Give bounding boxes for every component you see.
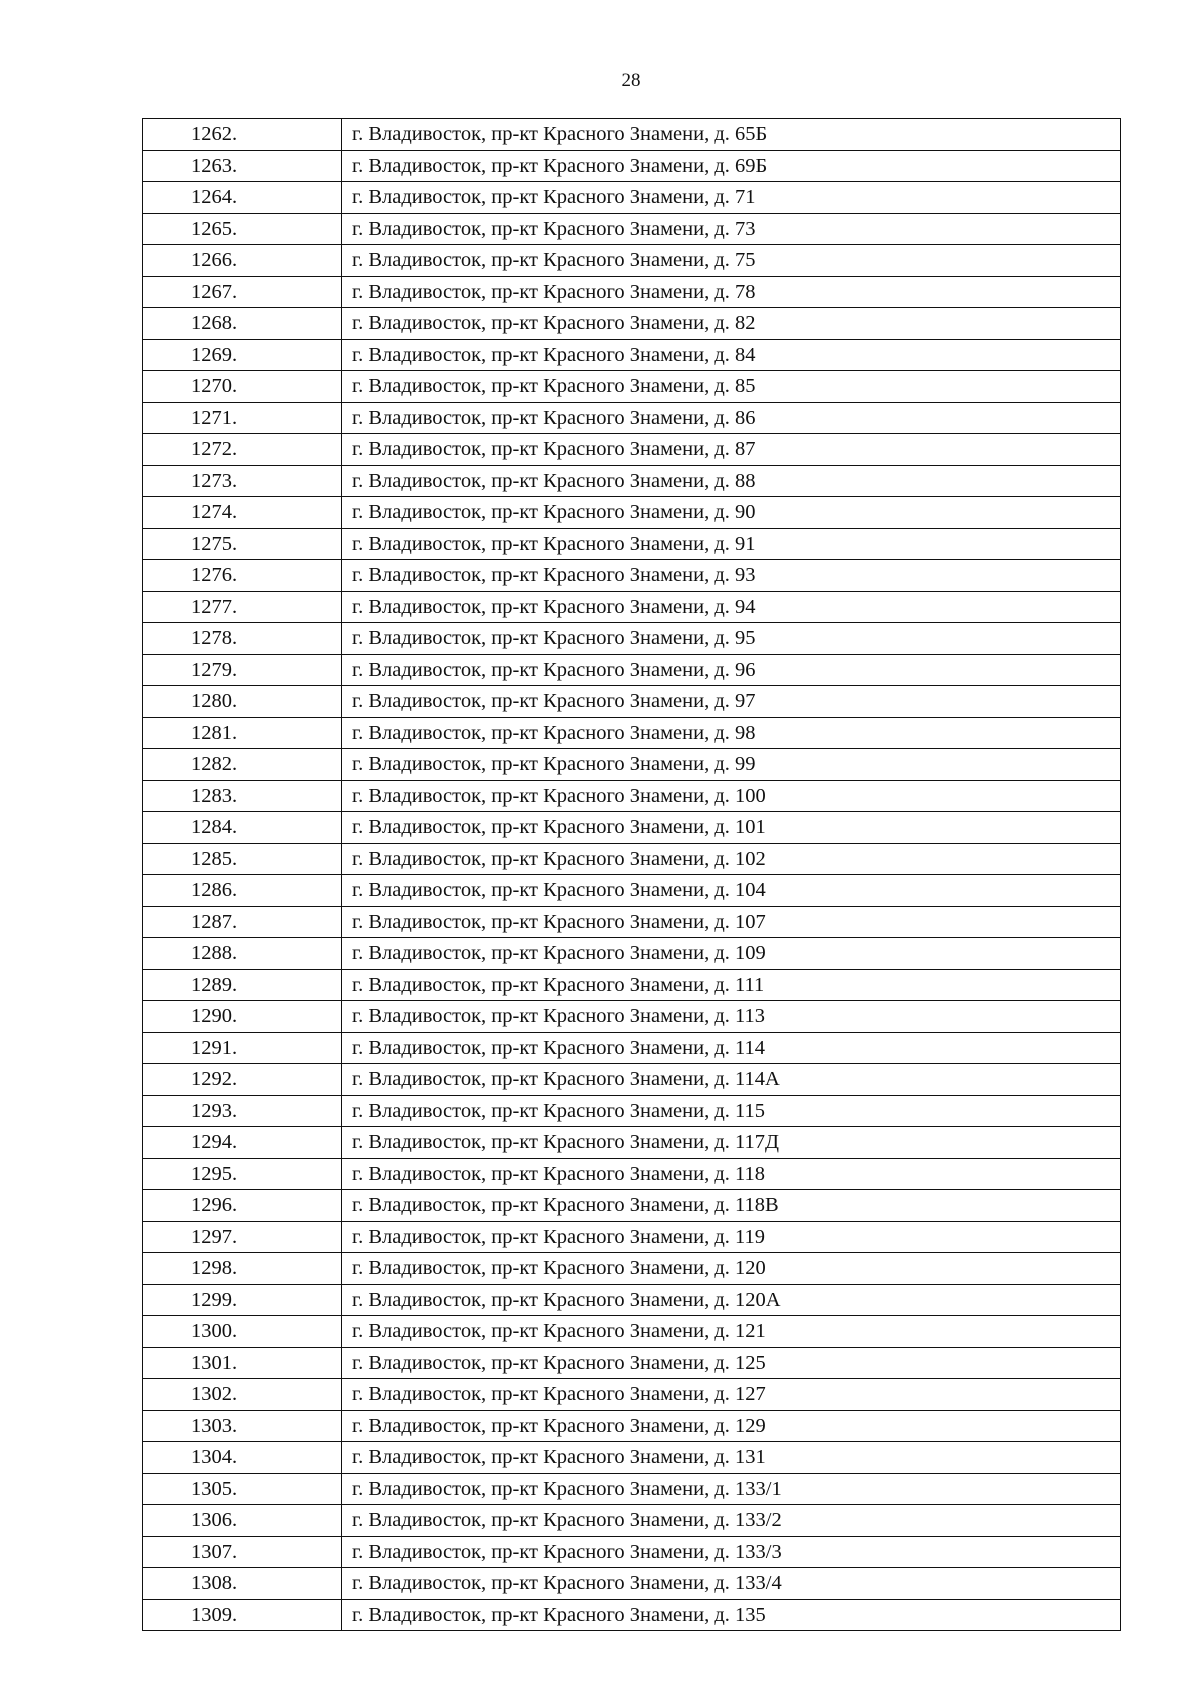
- table-row: [143, 119, 1121, 151]
- table-row: [143, 717, 1121, 749]
- table-row: [143, 812, 1121, 844]
- table-row: [143, 1410, 1121, 1442]
- address-cell: г. Владивосток, пр-кт Красного Знамени, д. 127: [342, 1379, 1121, 1411]
- table-row: [143, 402, 1121, 434]
- row-number-cell: 1295.: [143, 1158, 342, 1190]
- table-row: [143, 182, 1121, 214]
- address-cell: г. Владивосток, пр-кт Красного Знамени, д. 100: [342, 780, 1121, 812]
- table-row: [143, 938, 1121, 970]
- address-cell: г. Владивосток, пр-кт Красного Знамени, д. 90: [342, 497, 1121, 529]
- row-number-cell: 1265.: [143, 213, 342, 245]
- table-row: [143, 1316, 1121, 1348]
- table-row: [143, 780, 1121, 812]
- table-row: [143, 1158, 1121, 1190]
- table-row: [143, 654, 1121, 686]
- address-cell: г. Владивосток, пр-кт Красного Знамени, д. 107: [342, 906, 1121, 938]
- row-number-cell: 1292.: [143, 1064, 342, 1096]
- address-cell: г. Владивосток, пр-кт Красного Знамени, д. 75: [342, 245, 1121, 277]
- row-number-cell: 1279.: [143, 654, 342, 686]
- row-number-cell: 1296.: [143, 1190, 342, 1222]
- row-number-cell: 1298.: [143, 1253, 342, 1285]
- row-number-cell: 1307.: [143, 1536, 342, 1568]
- address-cell: г. Владивосток, пр-кт Красного Знамени, д. 96: [342, 654, 1121, 686]
- table-row: [143, 497, 1121, 529]
- table-row: [143, 1599, 1121, 1631]
- address-cell: г. Владивосток, пр-кт Красного Знамени, д. 82: [342, 308, 1121, 340]
- row-number-cell: 1290.: [143, 1001, 342, 1033]
- address-cell: г. Владивосток, пр-кт Красного Знамени, д. 135: [342, 1599, 1121, 1631]
- row-number-cell: 1280.: [143, 686, 342, 718]
- table-row: [143, 339, 1121, 371]
- row-number-cell: 1287.: [143, 906, 342, 938]
- row-number-cell: 1283.: [143, 780, 342, 812]
- row-number-cell: 1306.: [143, 1505, 342, 1537]
- table-row: [143, 1064, 1121, 1096]
- row-number-cell: 1269.: [143, 339, 342, 371]
- address-cell: г. Владивосток, пр-кт Красного Знамени, д. 104: [342, 875, 1121, 907]
- address-cell: г. Владивосток, пр-кт Красного Знамени, д. 94: [342, 591, 1121, 623]
- table-row: [143, 969, 1121, 1001]
- table-row: [143, 1253, 1121, 1285]
- table-row: [143, 1127, 1121, 1159]
- address-cell: г. Владивосток, пр-кт Красного Знамени, д. 97: [342, 686, 1121, 718]
- address-cell: г. Владивосток, пр-кт Красного Знамени, д. 95: [342, 623, 1121, 655]
- table-row: [143, 371, 1121, 403]
- row-number-cell: 1308.: [143, 1568, 342, 1600]
- address-cell: г. Владивосток, пр-кт Красного Знамени, д. 133/3: [342, 1536, 1121, 1568]
- table-row: [143, 150, 1121, 182]
- address-cell: г. Владивосток, пр-кт Красного Знамени, д. 114А: [342, 1064, 1121, 1096]
- address-cell: г. Владивосток, пр-кт Красного Знамени, д. 115: [342, 1095, 1121, 1127]
- address-cell: г. Владивосток, пр-кт Красного Знамени, д. 109: [342, 938, 1121, 970]
- table-row: [143, 308, 1121, 340]
- address-cell: г. Владивосток, пр-кт Красного Знамени, д. 99: [342, 749, 1121, 781]
- row-number-cell: 1286.: [143, 875, 342, 907]
- table-row: [143, 1001, 1121, 1033]
- row-number-cell: 1291.: [143, 1032, 342, 1064]
- row-number-cell: 1281.: [143, 717, 342, 749]
- row-number-cell: 1284.: [143, 812, 342, 844]
- row-number-cell: 1302.: [143, 1379, 342, 1411]
- table-row: [143, 623, 1121, 655]
- row-number-cell: 1276.: [143, 560, 342, 592]
- address-cell: г. Владивосток, пр-кт Красного Знамени, д. 102: [342, 843, 1121, 875]
- row-number-cell: 1273.: [143, 465, 342, 497]
- table-row: [143, 276, 1121, 308]
- row-number-cell: 1289.: [143, 969, 342, 1001]
- address-table: [142, 118, 1121, 1631]
- table-row: [143, 875, 1121, 907]
- address-cell: г. Владивосток, пр-кт Красного Знамени, д. 120: [342, 1253, 1121, 1285]
- row-number-cell: 1264.: [143, 182, 342, 214]
- address-cell: г. Владивосток, пр-кт Красного Знамени, д. 84: [342, 339, 1121, 371]
- table-row: [143, 749, 1121, 781]
- row-number-cell: 1309.: [143, 1599, 342, 1631]
- table-row: [143, 1568, 1121, 1600]
- table-row: [143, 1221, 1121, 1253]
- table-row: [143, 1284, 1121, 1316]
- table-row: [143, 213, 1121, 245]
- row-number-cell: 1297.: [143, 1221, 342, 1253]
- address-cell: г. Владивосток, пр-кт Красного Знамени, д. 91: [342, 528, 1121, 560]
- table-row: [143, 1095, 1121, 1127]
- row-number-cell: 1272.: [143, 434, 342, 466]
- row-number-cell: 1277.: [143, 591, 342, 623]
- address-cell: г. Владивосток, пр-кт Красного Знамени, д. 86: [342, 402, 1121, 434]
- row-number-cell: 1275.: [143, 528, 342, 560]
- address-cell: г. Владивосток, пр-кт Красного Знамени, д. 73: [342, 213, 1121, 245]
- table-row: [143, 465, 1121, 497]
- table-row: [143, 434, 1121, 466]
- address-cell: г. Владивосток, пр-кт Красного Знамени, д. 133/4: [342, 1568, 1121, 1600]
- table-row: [143, 591, 1121, 623]
- address-cell: г. Владивосток, пр-кт Красного Знамени, д. 69Б: [342, 150, 1121, 182]
- address-cell: г. Владивосток, пр-кт Красного Знамени, д. 129: [342, 1410, 1121, 1442]
- address-cell: г. Владивосток, пр-кт Красного Знамени, д. 118В: [342, 1190, 1121, 1222]
- row-number-cell: 1288.: [143, 938, 342, 970]
- row-number-cell: 1278.: [143, 623, 342, 655]
- row-number-cell: 1271.: [143, 402, 342, 434]
- address-cell: г. Владивосток, пр-кт Красного Знамени, д. 125: [342, 1347, 1121, 1379]
- row-number-cell: 1262.: [143, 119, 342, 151]
- table-row: [143, 1505, 1121, 1537]
- address-cell: г. Владивосток, пр-кт Красного Знамени, д. 98: [342, 717, 1121, 749]
- table-row: [143, 1473, 1121, 1505]
- table-row: [143, 686, 1121, 718]
- address-cell: г. Владивосток, пр-кт Красного Знамени, д. 121: [342, 1316, 1121, 1348]
- page-number: 28: [621, 70, 641, 91]
- row-number-cell: 1263.: [143, 150, 342, 182]
- address-cell: г. Владивосток, пр-кт Красного Знамени, д. 119: [342, 1221, 1121, 1253]
- row-number-cell: 1274.: [143, 497, 342, 529]
- address-cell: г. Владивосток, пр-кт Красного Знамени, д. 93: [342, 560, 1121, 592]
- table-row: [143, 1032, 1121, 1064]
- row-number-cell: 1300.: [143, 1316, 342, 1348]
- address-cell: г. Владивосток, пр-кт Красного Знамени, д. 131: [342, 1442, 1121, 1474]
- address-cell: г. Владивосток, пр-кт Красного Знамени, д. 133/1: [342, 1473, 1121, 1505]
- row-number-cell: 1294.: [143, 1127, 342, 1159]
- address-cell: г. Владивосток, пр-кт Красного Знамени, д. 87: [342, 434, 1121, 466]
- table-row: [143, 1536, 1121, 1568]
- row-number-cell: 1301.: [143, 1347, 342, 1379]
- table-row: [143, 528, 1121, 560]
- table-row: [143, 1442, 1121, 1474]
- address-cell: г. Владивосток, пр-кт Красного Знамени, д. 78: [342, 276, 1121, 308]
- table-row: [143, 560, 1121, 592]
- row-number-cell: 1299.: [143, 1284, 342, 1316]
- address-cell: г. Владивосток, пр-кт Красного Знамени, д. 133/2: [342, 1505, 1121, 1537]
- row-number-cell: 1305.: [143, 1473, 342, 1505]
- row-number-cell: 1293.: [143, 1095, 342, 1127]
- table-row: [143, 906, 1121, 938]
- address-cell: г. Владивосток, пр-кт Красного Знамени, д. 71: [342, 182, 1121, 214]
- address-cell: г. Владивосток, пр-кт Красного Знамени, д. 88: [342, 465, 1121, 497]
- row-number-cell: 1270.: [143, 371, 342, 403]
- row-number-cell: 1282.: [143, 749, 342, 781]
- address-cell: г. Владивосток, пр-кт Красного Знамени, д. 120А: [342, 1284, 1121, 1316]
- table-row: [143, 245, 1121, 277]
- address-cell: г. Владивосток, пр-кт Красного Знамени, д. 85: [342, 371, 1121, 403]
- row-number-cell: 1267.: [143, 276, 342, 308]
- address-cell: г. Владивосток, пр-кт Красного Знамени, д. 118: [342, 1158, 1121, 1190]
- row-number-cell: 1266.: [143, 245, 342, 277]
- address-cell: г. Владивосток, пр-кт Красного Знамени, д. 114: [342, 1032, 1121, 1064]
- table-row: [143, 843, 1121, 875]
- address-cell: г. Владивосток, пр-кт Красного Знамени, д. 101: [342, 812, 1121, 844]
- address-cell: г. Владивосток, пр-кт Красного Знамени, д. 113: [342, 1001, 1121, 1033]
- row-number-cell: 1304.: [143, 1442, 342, 1474]
- row-number-cell: 1268.: [143, 308, 342, 340]
- table-row: [143, 1379, 1121, 1411]
- row-number-cell: 1303.: [143, 1410, 342, 1442]
- address-cell: г. Владивосток, пр-кт Красного Знамени, д. 111: [342, 969, 1121, 1001]
- table-row: [143, 1347, 1121, 1379]
- row-number-cell: 1285.: [143, 843, 342, 875]
- address-cell: г. Владивосток, пр-кт Красного Знамени, д. 117Д: [342, 1127, 1121, 1159]
- address-cell: г. Владивосток, пр-кт Красного Знамени, д. 65Б: [342, 119, 1121, 151]
- address-table-body: [143, 119, 1121, 1631]
- table-row: [143, 1190, 1121, 1222]
